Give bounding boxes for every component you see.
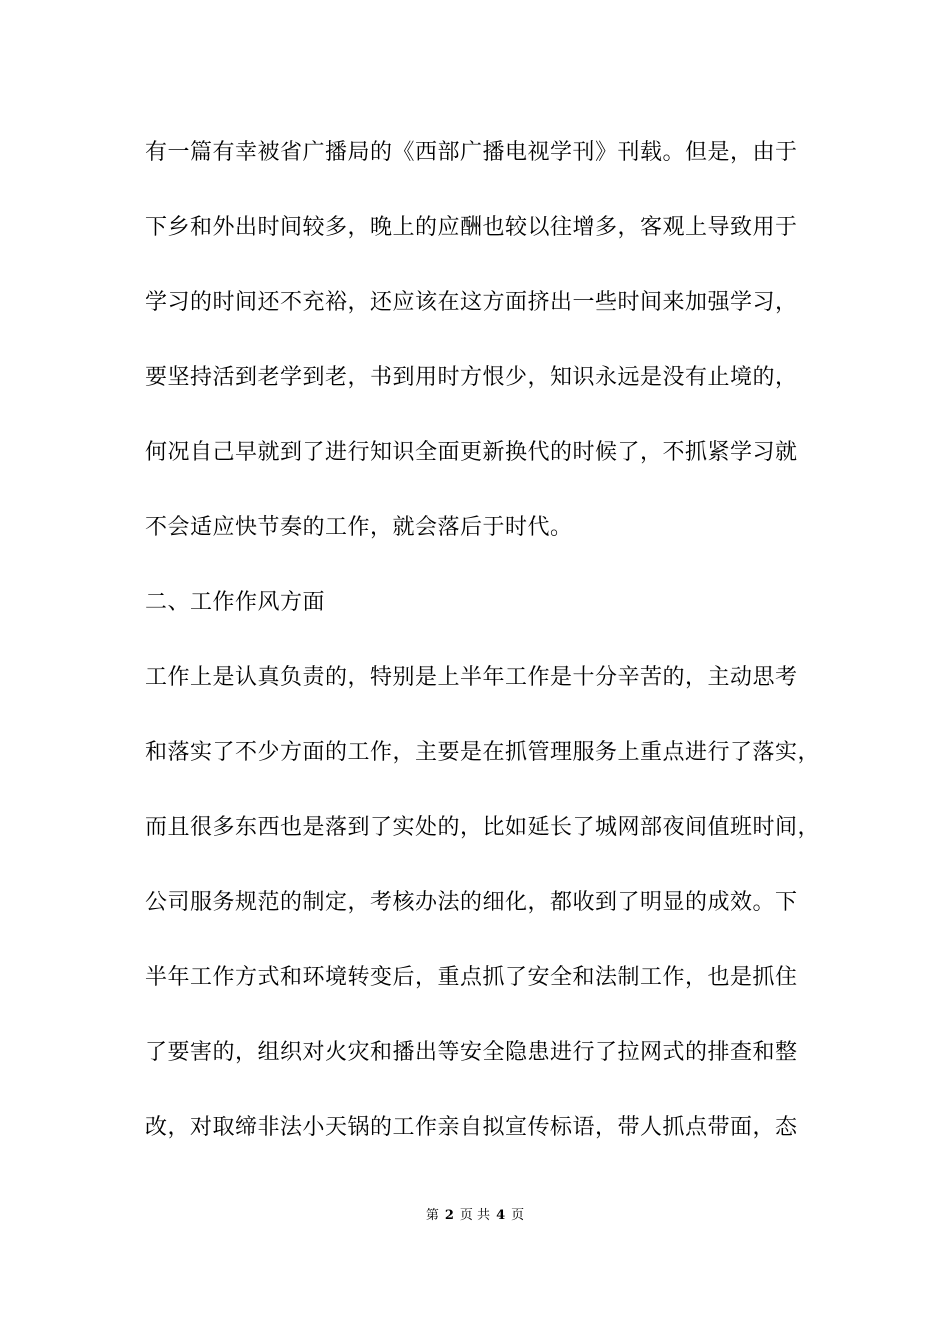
text-line-9: 和落实了不少方面的工作，主要是在抓管理服务上重点进行了落实， [145, 740, 821, 765]
text-line-1: 有一篇有幸被省广播局的《西部广播电视学刊》刊载。但是，由于 [145, 140, 798, 165]
page-footer [0, 1207, 950, 1225]
total-pages-number: 4 [496, 1208, 506, 1223]
text-line-5: 何况自己早就到了进行知识全面更新换代的时候了，不抓紧学习就 [145, 440, 798, 465]
section-heading: 二、工作作风方面 [145, 590, 326, 615]
footer-suffix: 页 [511, 1208, 525, 1223]
text-line-13: 了要害的，组织对火灾和播出等安全隐患进行了拉网式的排查和整 [145, 1040, 798, 1065]
text-line-11: 公司服务规范的制定，考核办法的细化，都收到了明显的成效。下 [145, 890, 798, 915]
text-line-3: 学习的时间还不充裕，还应该在这方面挤出一些时间来加强学习， [145, 290, 798, 315]
text-line-8: 工作上是认真负责的，特别是上半年工作是十分辛苦的，主动思考 [145, 665, 798, 690]
text-line-14: 改，对取缔非法小天锅的工作亲自拟宣传标语，带人抓点带面，态 [145, 1115, 798, 1140]
text-line-10: 而且很多东西也是落到了实处的，比如延长了城网部夜间值班时间， [145, 815, 821, 840]
footer-middle: 页 共 [459, 1208, 491, 1223]
text-line-12: 半年工作方式和环境转变后，重点抓了安全和法制工作，也是抓住 [145, 965, 798, 990]
current-page-number: 2 [444, 1208, 454, 1223]
text-line-6: 不会适应快节奏的工作，就会落后于时代。 [145, 515, 573, 540]
text-line-4: 要坚持活到老学到老，书到用时方恨少，知识永远是没有止境的， [145, 365, 798, 390]
text-line-2: 下乡和外出时间较多，晚上的应酬也较以往增多，客观上导致用于 [145, 215, 798, 240]
footer-prefix: 第 [425, 1208, 439, 1223]
